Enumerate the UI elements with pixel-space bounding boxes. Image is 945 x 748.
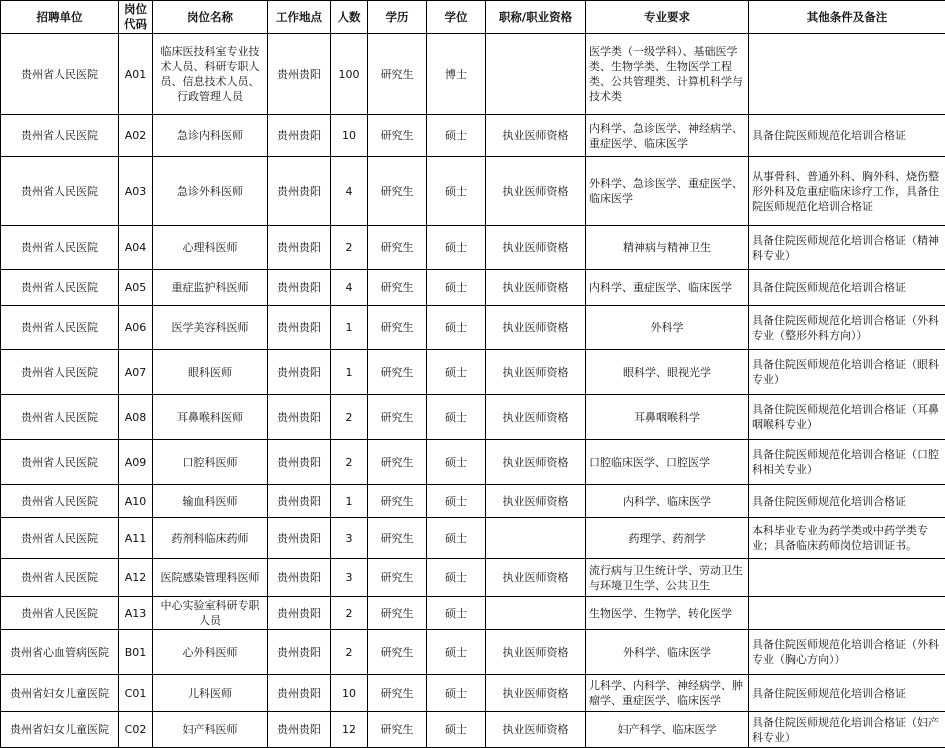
table-row	[1, 597, 945, 630]
cell-code: B01	[119, 630, 153, 675]
table-row	[1, 115, 945, 157]
cell-position: 口腔科医师	[153, 440, 268, 485]
cell-code: A07	[119, 350, 153, 395]
cell-count: 3	[331, 518, 368, 559]
cell-code: A04	[119, 226, 153, 270]
cell-qualification: 执业医师资格	[486, 440, 586, 485]
cell-location: 贵州贵阳	[268, 440, 331, 485]
cell-remarks: 具备住院医师规范化培训合格证（眼科专业）	[749, 350, 945, 395]
cell-education: 研究生	[368, 630, 427, 675]
cell-major: 耳鼻咽喉科学	[586, 395, 749, 440]
cell-qualification: 执业医师资格	[486, 350, 586, 395]
cell-count: 2	[331, 395, 368, 440]
table-row	[1, 675, 945, 712]
cell-location: 贵州贵阳	[268, 597, 331, 630]
cell-location: 贵州贵阳	[268, 518, 331, 559]
cell-count: 4	[331, 270, 368, 306]
cell-qualification	[486, 597, 586, 630]
cell-position: 妇产科医师	[153, 712, 268, 748]
cell-location: 贵州贵阳	[268, 559, 331, 597]
cell-code: A09	[119, 440, 153, 485]
cell-degree: 硕士	[427, 395, 486, 440]
table-row	[1, 157, 945, 226]
cell-location: 贵州贵阳	[268, 350, 331, 395]
cell-position: 心理科医师	[153, 226, 268, 270]
cell-degree: 硕士	[427, 440, 486, 485]
table-row	[1, 559, 945, 597]
cell-degree: 硕士	[427, 559, 486, 597]
table-row	[1, 712, 945, 748]
cell-education: 研究生	[368, 226, 427, 270]
cell-position: 眼科医师	[153, 350, 268, 395]
cell-count: 1	[331, 485, 368, 518]
cell-degree: 硕士	[427, 485, 486, 518]
header-position: 岗位名称	[153, 1, 268, 34]
cell-degree: 硕士	[427, 226, 486, 270]
cell-location: 贵州贵阳	[268, 395, 331, 440]
cell-position: 急诊内科医师	[153, 115, 268, 157]
cell-major: 内科学、急诊医学、神经病学、重症医学、临床医学	[586, 115, 749, 157]
cell-degree: 硕士	[427, 270, 486, 306]
cell-unit: 贵州省妇女儿童医院	[1, 675, 119, 712]
cell-qualification: 执业医师资格	[486, 157, 586, 226]
cell-education: 研究生	[368, 34, 427, 115]
cell-count: 100	[331, 34, 368, 115]
cell-major: 眼科学、眼视光学	[586, 350, 749, 395]
cell-education: 研究生	[368, 712, 427, 748]
table-row	[1, 485, 945, 518]
cell-location: 贵州贵阳	[268, 306, 331, 350]
table-row	[1, 350, 945, 395]
cell-unit: 贵州省人民医院	[1, 518, 119, 559]
cell-unit: 贵州省人民医院	[1, 270, 119, 306]
cell-degree: 硕士	[427, 306, 486, 350]
cell-code: A01	[119, 34, 153, 115]
cell-major: 外科学、急诊医学、重症医学、临床医学	[586, 157, 749, 226]
cell-location: 贵州贵阳	[268, 115, 331, 157]
table-row	[1, 270, 945, 306]
cell-education: 研究生	[368, 270, 427, 306]
cell-remarks: 具备住院医师规范化培训合格证	[749, 270, 945, 306]
table-header-row	[1, 1, 945, 34]
cell-count: 10	[331, 115, 368, 157]
cell-count: 2	[331, 597, 368, 630]
header-unit: 招聘单位	[1, 1, 119, 34]
cell-location: 贵州贵阳	[268, 270, 331, 306]
cell-remarks: 本科毕业专业为药学类或中药学类专业；具备临床药师岗位培训证书。	[749, 518, 945, 559]
cell-education: 研究生	[368, 559, 427, 597]
cell-unit: 贵州省人民医院	[1, 597, 119, 630]
cell-position: 耳鼻喉科医师	[153, 395, 268, 440]
cell-location: 贵州贵阳	[268, 226, 331, 270]
table-row	[1, 34, 945, 115]
cell-remarks: 具备住院医师规范化培训合格证（口腔科相关专业）	[749, 440, 945, 485]
cell-unit: 贵州省人民医院	[1, 226, 119, 270]
cell-position: 重症监护科医师	[153, 270, 268, 306]
cell-remarks: 具备住院医师规范化培训合格证（外科专业（整形外科方向））	[749, 306, 945, 350]
cell-count: 3	[331, 559, 368, 597]
cell-position: 输血科医师	[153, 485, 268, 518]
cell-education: 研究生	[368, 350, 427, 395]
cell-major: 流行病与卫生统计学、劳动卫生与环境卫生学、公共卫生	[586, 559, 749, 597]
cell-major: 医学类（一级学科）、基础医学类、生物学类、生物医学工程类、公共管理类、计算机科学与技术类	[586, 34, 749, 115]
cell-count: 4	[331, 157, 368, 226]
cell-location: 贵州贵阳	[268, 485, 331, 518]
cell-location: 贵州贵阳	[268, 157, 331, 226]
cell-remarks: 具备住院医师规范化培训合格证	[749, 675, 945, 712]
cell-qualification: 执业医师资格	[486, 675, 586, 712]
cell-qualification: 执业医师资格	[486, 485, 586, 518]
cell-code: A12	[119, 559, 153, 597]
cell-major: 外科学	[586, 306, 749, 350]
cell-degree: 硕士	[427, 350, 486, 395]
cell-code: C02	[119, 712, 153, 748]
cell-degree: 硕士	[427, 630, 486, 675]
cell-remarks: 具备住院医师规范化培训合格证（妇产科专业）	[749, 712, 945, 748]
cell-qualification: 执业医师资格	[486, 712, 586, 748]
cell-code: A06	[119, 306, 153, 350]
table-row	[1, 518, 945, 559]
cell-count: 2	[331, 630, 368, 675]
cell-count: 1	[331, 306, 368, 350]
cell-qualification: 执业医师资格	[486, 226, 586, 270]
cell-position: 医院感染管理科医师	[153, 559, 268, 597]
table-row	[1, 395, 945, 440]
cell-unit: 贵州省妇女儿童医院	[1, 712, 119, 748]
header-remarks: 其他条件及备注	[749, 1, 945, 34]
cell-remarks: 具备住院医师规范化培训合格证（精神科专业）	[749, 226, 945, 270]
cell-education: 研究生	[368, 440, 427, 485]
cell-unit: 贵州省心血管病医院	[1, 630, 119, 675]
cell-code: A03	[119, 157, 153, 226]
cell-remarks	[749, 34, 945, 115]
cell-position: 中心实验室科研专职人员	[153, 597, 268, 630]
cell-remarks: 从事骨科、普通外科、胸外科、烧伤整形外科及危重症临床诊疗工作，具备住院医师规范化培训合格证	[749, 157, 945, 226]
cell-qualification: 执业医师资格	[486, 630, 586, 675]
cell-education: 研究生	[368, 157, 427, 226]
cell-count: 2	[331, 440, 368, 485]
cell-count: 10	[331, 675, 368, 712]
cell-qualification: 执业医师资格	[486, 270, 586, 306]
cell-unit: 贵州省人民医院	[1, 115, 119, 157]
cell-unit: 贵州省人民医院	[1, 440, 119, 485]
table-row	[1, 630, 945, 675]
cell-degree: 硕士	[427, 675, 486, 712]
cell-qualification: 执业医师资格	[486, 115, 586, 157]
cell-unit: 贵州省人民医院	[1, 157, 119, 226]
cell-education: 研究生	[368, 306, 427, 350]
table-row	[1, 226, 945, 270]
cell-education: 研究生	[368, 597, 427, 630]
cell-major: 精神病与精神卫生	[586, 226, 749, 270]
cell-code: A11	[119, 518, 153, 559]
cell-major: 外科学、临床医学	[586, 630, 749, 675]
cell-remarks: 具备住院医师规范化培训合格证	[749, 115, 945, 157]
cell-major: 口腔临床医学、口腔医学	[586, 440, 749, 485]
cell-unit: 贵州省人民医院	[1, 34, 119, 115]
cell-education: 研究生	[368, 115, 427, 157]
cell-unit: 贵州省人民医院	[1, 306, 119, 350]
cell-location: 贵州贵阳	[268, 675, 331, 712]
cell-education: 研究生	[368, 395, 427, 440]
cell-remarks: 具备住院医师规范化培训合格证	[749, 485, 945, 518]
cell-code: C01	[119, 675, 153, 712]
header-major: 专业要求	[586, 1, 749, 34]
cell-degree: 硕士	[427, 518, 486, 559]
cell-major: 内科学、临床医学	[586, 485, 749, 518]
cell-position: 急诊外科医师	[153, 157, 268, 226]
cell-remarks	[749, 559, 945, 597]
cell-degree: 硕士	[427, 597, 486, 630]
cell-degree: 硕士	[427, 115, 486, 157]
cell-remarks	[749, 597, 945, 630]
cell-code: A13	[119, 597, 153, 630]
header-qualification: 职称/职业资格	[486, 1, 586, 34]
cell-major: 药理学、药剂学	[586, 518, 749, 559]
cell-remarks: 具备住院医师规范化培训合格证（耳鼻咽喉科专业）	[749, 395, 945, 440]
cell-code: A10	[119, 485, 153, 518]
cell-unit: 贵州省人民医院	[1, 395, 119, 440]
cell-count: 2	[331, 226, 368, 270]
table-body	[1, 34, 945, 748]
cell-location: 贵州贵阳	[268, 34, 331, 115]
cell-code: A05	[119, 270, 153, 306]
cell-major: 儿科学、内科学、神经病学、肿瘤学、重症医学、临床医学	[586, 675, 749, 712]
cell-location: 贵州贵阳	[268, 630, 331, 675]
cell-major: 妇产科学、临床医学	[586, 712, 749, 748]
cell-code: A08	[119, 395, 153, 440]
cell-qualification: 执业医师资格	[486, 395, 586, 440]
cell-education: 研究生	[368, 485, 427, 518]
cell-qualification: 执业医师资格	[486, 559, 586, 597]
cell-unit: 贵州省人民医院	[1, 485, 119, 518]
cell-qualification	[486, 34, 586, 115]
header-location: 工作地点	[268, 1, 331, 34]
cell-remarks: 具备住院医师规范化培训合格证（外科专业（胸心方向））	[749, 630, 945, 675]
cell-location: 贵州贵阳	[268, 712, 331, 748]
table-row	[1, 440, 945, 485]
cell-education: 研究生	[368, 518, 427, 559]
table-row	[1, 306, 945, 350]
header-degree: 学位	[427, 1, 486, 34]
header-education: 学历	[368, 1, 427, 34]
cell-position: 药剂科临床药师	[153, 518, 268, 559]
cell-degree: 硕士	[427, 157, 486, 226]
header-count: 人数	[331, 1, 368, 34]
cell-degree: 硕士	[427, 712, 486, 748]
cell-unit: 贵州省人民医院	[1, 559, 119, 597]
cell-qualification	[486, 518, 586, 559]
cell-code: A02	[119, 115, 153, 157]
cell-degree: 博士	[427, 34, 486, 115]
cell-position: 心外科医师	[153, 630, 268, 675]
cell-education: 研究生	[368, 675, 427, 712]
cell-count: 12	[331, 712, 368, 748]
cell-qualification: 执业医师资格	[486, 306, 586, 350]
cell-position: 儿科医师	[153, 675, 268, 712]
header-code: 岗位 代码	[119, 1, 153, 34]
cell-major: 内科学、重症医学、临床医学	[586, 270, 749, 306]
cell-position: 医学美容科医师	[153, 306, 268, 350]
cell-major: 生物医学、生物学、转化医学	[586, 597, 749, 630]
cell-count: 1	[331, 350, 368, 395]
cell-position: 临床医技科室专业技术人员、科研专职人员、信息技术人员、行政管理人员	[153, 34, 268, 115]
cell-unit: 贵州省人民医院	[1, 350, 119, 395]
